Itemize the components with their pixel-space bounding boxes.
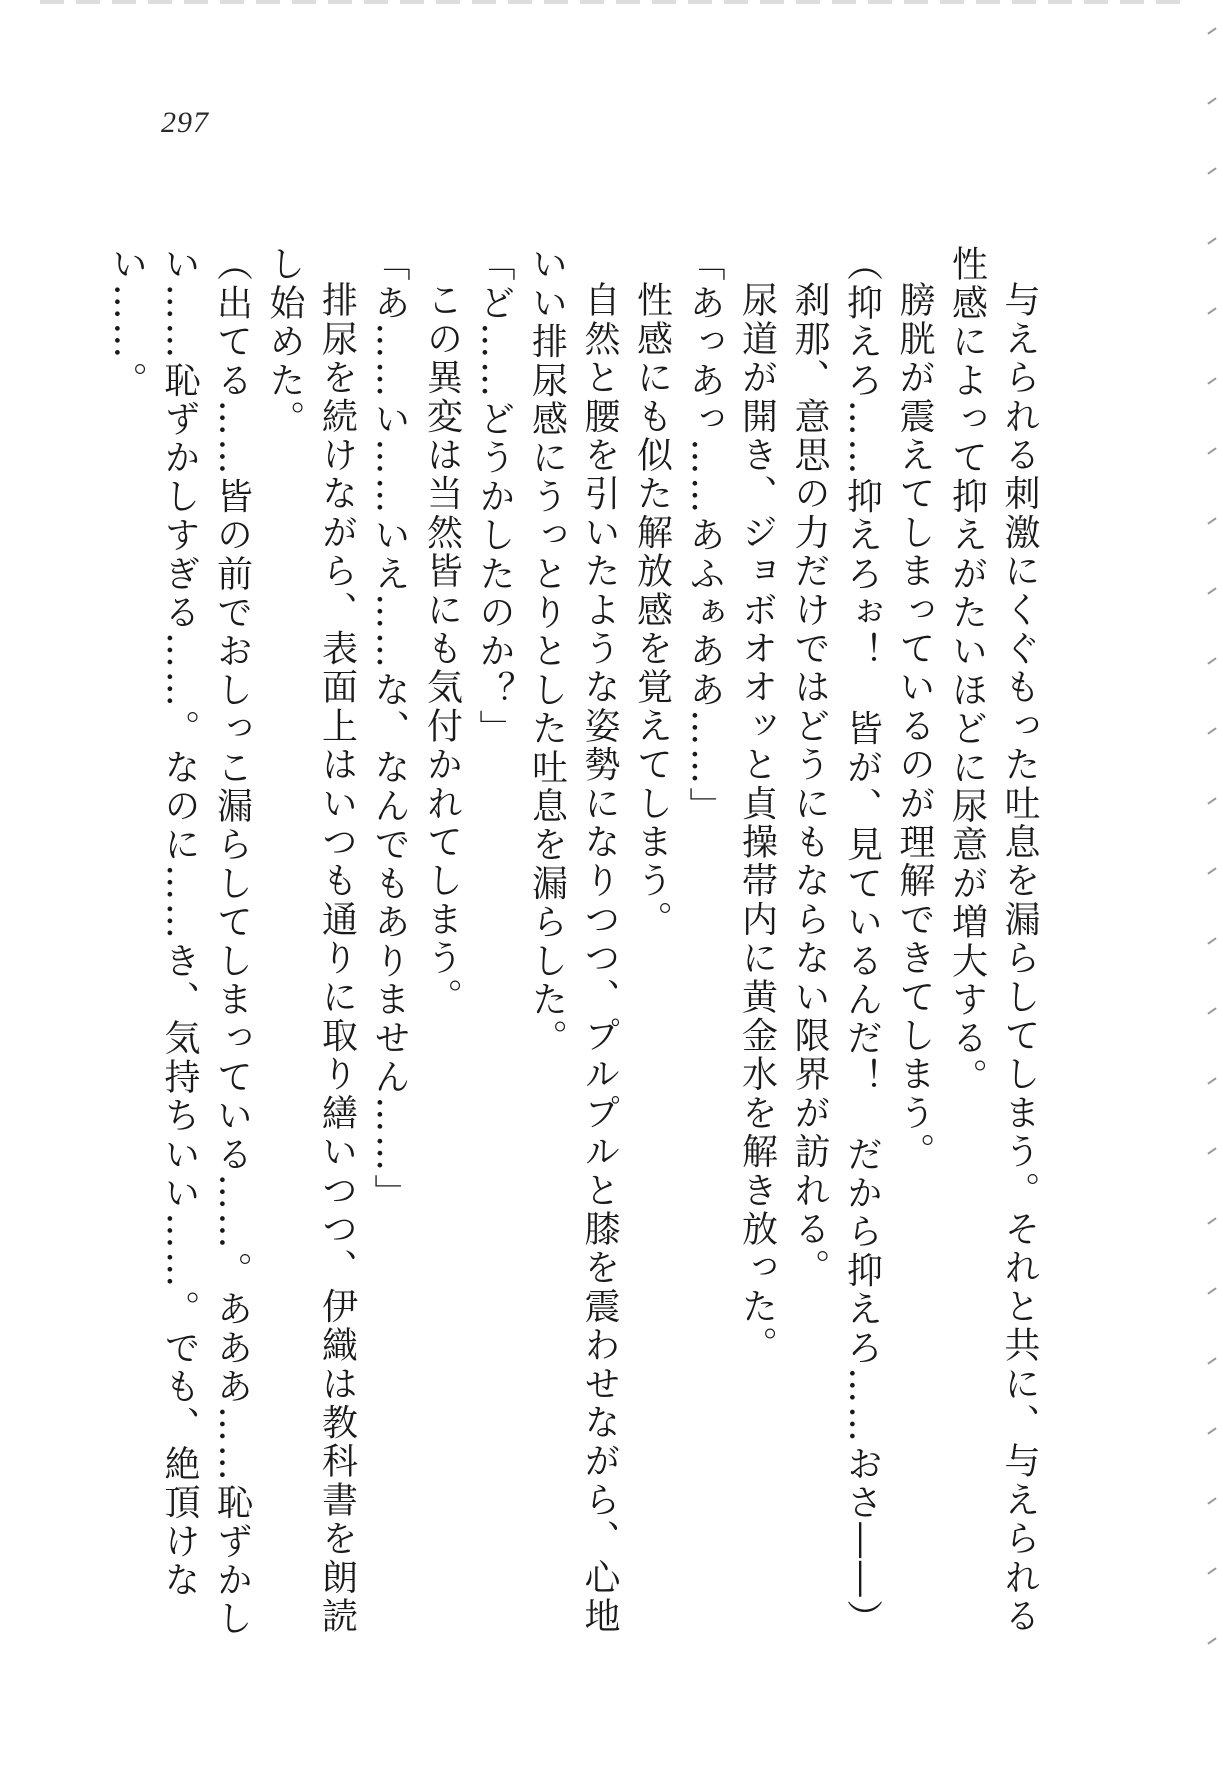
edge-mark bbox=[1207, 1357, 1216, 1364]
edge-mark bbox=[1207, 797, 1216, 804]
paragraph: 排尿を続けながら、表面上はいつも通りに取り繕いつつ、伊織は教科書を朗読し始めた。 bbox=[264, 245, 358, 1636]
edge-mark bbox=[1207, 27, 1216, 34]
edge-mark bbox=[1207, 1007, 1216, 1014]
edge-mark bbox=[1207, 1427, 1216, 1434]
edge-mark bbox=[1207, 1147, 1216, 1154]
edge-mark bbox=[1207, 1287, 1216, 1294]
paragraph: 「ど……どうかしたのか？」 bbox=[474, 245, 515, 749]
edge-mark bbox=[1207, 937, 1216, 944]
edge-mark bbox=[1207, 447, 1216, 454]
edge-mark bbox=[1207, 517, 1216, 524]
edge-mark bbox=[1207, 1077, 1216, 1084]
page-edge-marks bbox=[1203, 30, 1217, 1730]
edge-mark bbox=[1207, 307, 1216, 314]
edge-mark bbox=[1207, 867, 1216, 874]
paragraph: 「あっあっ……あふぁああ……」 bbox=[684, 245, 725, 826]
paragraph: 自然と腰を引いたような姿勢になりつつ、プルプルと膝を震わせながら、心地いい排尿感にうっとりとした吐息を漏らした。 bbox=[526, 245, 620, 1636]
paragraph: （出てる……皆の前でおしっこ漏らしてしまっている……。あああ……恥ずかしい……恥ずかしすぎる……。なのに……き、気持ちいい……。でも、絶頂けない……。 bbox=[106, 245, 253, 1639]
edge-mark bbox=[1207, 1217, 1216, 1224]
paragraph: この異変は当然皆にも気付かれてしまう。 bbox=[421, 281, 463, 1017]
body-text bbox=[106, 245, 1045, 1665]
edge-mark bbox=[1207, 167, 1216, 174]
paragraph: 「あ……い……いえ……な、なんでもありません……」 bbox=[369, 245, 410, 1213]
top-rule bbox=[40, 0, 1183, 4]
paragraph: （抑えろ……抑えろぉ！ 皆が、見ているんだ！ だから抑えろ……おさ――） bbox=[841, 245, 883, 1639]
paragraph: 性感にも似た解放感を覚えてしまう。 bbox=[631, 281, 673, 939]
edge-mark bbox=[1207, 727, 1216, 734]
paragraph: 尿道が開き、ジョボオオッと貞操帯内に黄金水を解き放った。 bbox=[736, 281, 778, 1365]
paragraph: 刹那、意思の力だけではどうにもならない限界が訪れる。 bbox=[789, 281, 830, 1288]
edge-mark bbox=[1207, 1497, 1216, 1504]
paragraph: 膀胱が震えてしまっているのが理解できてしまう。 bbox=[894, 281, 935, 1172]
edge-mark bbox=[1207, 237, 1216, 244]
edge-mark bbox=[1207, 97, 1216, 104]
edge-mark bbox=[1207, 1637, 1216, 1644]
page-number: 297 bbox=[161, 106, 209, 139]
edge-mark bbox=[1207, 657, 1216, 664]
edge-mark bbox=[1207, 1567, 1216, 1574]
paragraph: 与えられる刺激にくぐもった吐息を漏らしてしまう。それと共に、与えられる性感によって抑えがたいほどに尿意が増大する。 bbox=[946, 245, 1040, 1636]
edge-mark bbox=[1207, 587, 1216, 594]
edge-mark bbox=[1207, 377, 1216, 384]
